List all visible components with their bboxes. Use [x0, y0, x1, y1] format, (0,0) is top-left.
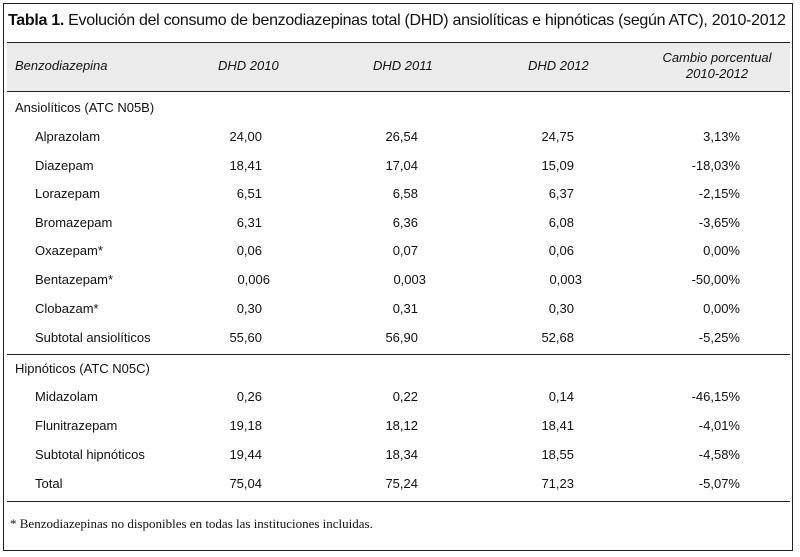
table-row	[0, 241, 800, 261]
row-dhd-2012: 0,30	[548, 301, 574, 316]
row-change: 0,00%	[703, 243, 740, 258]
table-header	[7, 42, 790, 92]
table-row	[0, 387, 800, 407]
table-row	[0, 184, 800, 204]
row-dhd-2012: 0,003	[549, 272, 582, 287]
row-name: Clobazam*	[35, 301, 99, 316]
row-name: Midazolam	[35, 389, 98, 404]
row-dhd-2012: 24,75	[541, 129, 574, 144]
row-change: 3,13%	[703, 129, 740, 144]
row-dhd-2010: 19,18	[229, 418, 262, 433]
row-dhd-2010: 19,44	[229, 447, 262, 462]
row-dhd-2010: 55,60	[229, 330, 262, 345]
section-row-ansioliticos	[0, 98, 800, 118]
row-dhd-2010: 0,30	[236, 301, 262, 316]
header-col-cambio	[657, 50, 777, 82]
row-dhd-2011: 0,22	[392, 389, 418, 404]
table-title-text: Evolución del consumo de benzodiazepinas total (DHD) ansiolíticas e hipnóticas (según ATC), 2010-2012	[68, 12, 786, 29]
section-label: Ansiolíticos (ATC N05B)	[15, 100, 155, 115]
table-row	[0, 127, 800, 147]
table-row-subtotal	[0, 328, 800, 348]
row-dhd-2011: 18,12	[385, 418, 418, 433]
row-dhd-2012: 71,23	[541, 476, 574, 491]
header-col-dhd-2011: DHD 2011	[373, 58, 433, 73]
row-dhd-2012: 15,09	[541, 158, 574, 173]
row-name: Lorazepam	[35, 186, 101, 201]
table-title	[8, 12, 786, 30]
header-col-cambio-line1: Cambio porcentual	[662, 50, 772, 65]
row-name: Alprazolam	[35, 129, 101, 144]
row-name: Subtotal hipnóticos	[35, 447, 145, 462]
table-row	[0, 299, 800, 319]
table-row-subtotal	[0, 445, 800, 465]
row-dhd-2012: 18,55	[541, 447, 574, 462]
row-dhd-2011: 56,90	[385, 330, 418, 345]
row-dhd-2011: 26,54	[385, 129, 418, 144]
row-dhd-2011: 75,24	[385, 476, 418, 491]
row-dhd-2010: 75,04	[229, 476, 262, 491]
row-name: Flunitrazepam	[35, 418, 118, 433]
row-change: -18,03%	[691, 158, 740, 173]
row-dhd-2011: 0,31	[392, 301, 418, 316]
table-bottom-divider	[7, 501, 790, 502]
row-name: Bentazepam*	[35, 272, 114, 287]
row-dhd-2010: 24,00	[229, 129, 262, 144]
table-row	[0, 213, 800, 233]
row-change: -4,01%	[698, 418, 740, 433]
row-name: Oxazepam*	[35, 243, 103, 258]
row-dhd-2012: 52,68	[541, 330, 574, 345]
row-name: Bromazepam	[35, 215, 113, 230]
row-name: Total	[35, 476, 63, 491]
row-dhd-2012: 0,06	[548, 243, 574, 258]
row-change: -5,25%	[698, 330, 740, 345]
row-change: -50,00%	[691, 272, 740, 287]
row-dhd-2012: 6,37	[548, 186, 574, 201]
row-dhd-2011: 6,36	[392, 215, 418, 230]
row-dhd-2010: 18,41	[229, 158, 262, 173]
section-row-hipnoticos	[0, 359, 800, 379]
row-dhd-2010: 0,06	[236, 243, 262, 258]
footnote: * Benzodiazepinas no disponibles en todas las instituciones incluidas.	[10, 516, 373, 531]
row-dhd-2011: 17,04	[385, 158, 418, 173]
header-col-dhd-2012: DHD 2012	[528, 58, 589, 73]
row-change: -5,07%	[698, 476, 740, 491]
row-dhd-2011: 0,07	[392, 243, 418, 258]
section-divider	[7, 354, 790, 355]
table-row	[0, 156, 800, 176]
row-dhd-2010: 6,51	[236, 186, 262, 201]
row-dhd-2012: 6,08	[548, 215, 574, 230]
row-dhd-2012: 18,41	[541, 418, 574, 433]
row-change: -3,65%	[698, 215, 740, 230]
row-change: -46,15%	[691, 389, 740, 404]
row-dhd-2010: 6,31	[236, 215, 262, 230]
header-col-cambio-line2: 2010-2012	[685, 66, 749, 81]
section-label: Hipnóticos (ATC N05C)	[15, 361, 150, 376]
table-row	[0, 416, 800, 436]
row-dhd-2012: 0,14	[548, 389, 574, 404]
row-change: -4,58%	[698, 447, 740, 462]
header-col-benzodiazepina: Benzodiazepina	[15, 58, 108, 73]
row-name: Diazepam	[35, 158, 94, 173]
row-dhd-2010: 0,26	[236, 389, 262, 404]
header-col-dhd-2010: DHD 2010	[218, 58, 279, 73]
row-dhd-2011: 18,34	[385, 447, 418, 462]
row-change: 0,00%	[703, 301, 740, 316]
table-row	[0, 270, 800, 290]
row-change: -2,15%	[698, 186, 740, 201]
table-title-label: Tabla 1.	[8, 12, 64, 29]
row-name: Subtotal ansiolíticos	[35, 330, 151, 345]
table-row-total	[0, 474, 800, 494]
row-dhd-2010: 0,006	[237, 272, 270, 287]
row-dhd-2011: 6,58	[392, 186, 418, 201]
row-dhd-2011: 0,003	[393, 272, 426, 287]
